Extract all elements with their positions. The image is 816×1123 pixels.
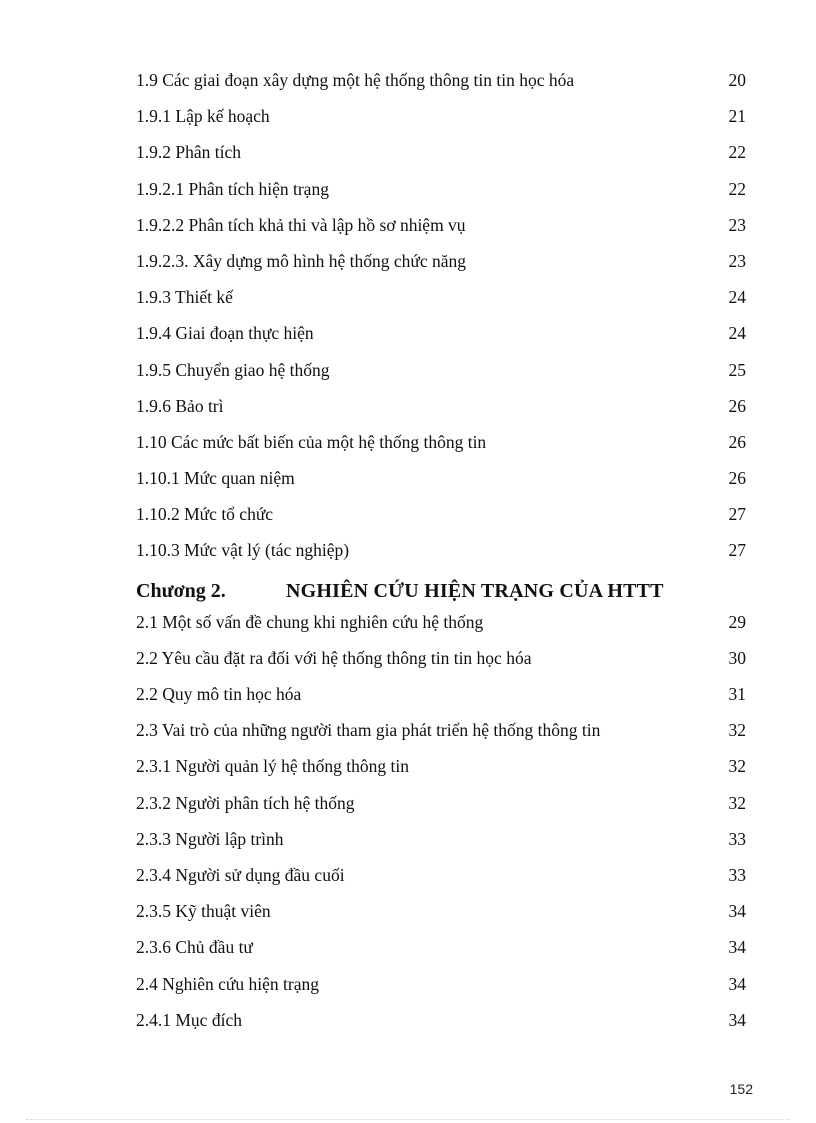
toc-entry-page: 30 — [728, 647, 746, 668]
toc-entry-title: 2.1 Một số vấn đề chung khi nghiên cứu hệ thống — [136, 611, 484, 632]
toc-entry-page: 22 — [728, 178, 746, 199]
toc-entry-page: 32 — [728, 756, 746, 777]
toc-entry-page: 32 — [728, 720, 746, 741]
toc-entry-page: 27 — [728, 504, 746, 525]
toc-entry-page: 24 — [728, 287, 746, 308]
toc-entry-page: 26 — [728, 431, 746, 452]
toc-entry-page: 23 — [728, 250, 746, 271]
toc-entry-title: 2.3.4 Người sử dụng đầu cuối — [136, 864, 345, 885]
toc-entry[interactable] — [136, 933, 748, 969]
toc-entry-page: 26 — [728, 395, 746, 416]
toc-entry[interactable] — [136, 175, 748, 211]
toc-entry-page: 22 — [728, 142, 746, 163]
toc-entry[interactable] — [136, 500, 748, 536]
page-number: 152 — [729, 1081, 753, 1097]
toc-entry[interactable] — [136, 536, 748, 572]
toc-entry-title: 2.4.1 Mục đích — [136, 1009, 242, 1030]
toc-entry-title: 1.10.2 Mức tổ chức — [136, 504, 274, 525]
toc-entry[interactable] — [136, 211, 748, 247]
toc-entry-page: 25 — [728, 359, 746, 380]
toc-entry-title: 1.10.1 Mức quan niệm — [136, 468, 295, 489]
toc-entry-page: 24 — [728, 323, 746, 344]
toc-entry-page: 32 — [728, 792, 746, 813]
toc-entry-page: 26 — [728, 468, 746, 489]
toc-entry-page: 34 — [728, 973, 746, 994]
toc-entry-title: 1.10 Các mức bất biến của một hệ thống thông tin — [136, 431, 487, 452]
toc-entry[interactable] — [136, 66, 748, 102]
toc-entry-page: 29 — [728, 611, 746, 632]
toc-entry-title: 2.3.5 Kỹ thuật viên — [136, 901, 271, 922]
toc-entry[interactable] — [136, 897, 748, 933]
toc-entry[interactable] — [136, 356, 748, 392]
toc-entry[interactable] — [136, 752, 748, 788]
toc-entry-title: 2.3.1 Người quản lý hệ thống thông tin — [136, 756, 409, 777]
toc-entry-page: 33 — [728, 864, 746, 885]
toc-entry-title: 1.9.6 Bảo trì — [136, 395, 224, 416]
toc-entry-title: 1.9.4 Giai đoạn thực hiện — [136, 323, 314, 344]
toc-entry[interactable] — [136, 970, 748, 1006]
toc-entry[interactable] — [136, 464, 748, 500]
toc-entry[interactable] — [136, 138, 748, 174]
toc-entry[interactable] — [136, 247, 748, 283]
toc-entry-title: 1.9.2.1 Phân tích hiện trạng — [136, 178, 329, 199]
toc-entry[interactable] — [136, 392, 748, 428]
toc-entry[interactable] — [136, 608, 748, 644]
toc-entry[interactable] — [136, 789, 748, 825]
toc-entry-page: 20 — [728, 70, 746, 90]
toc-entry-title: 2.2 Quy mô tin học hóa — [136, 684, 302, 704]
toc-entry[interactable] — [136, 283, 748, 319]
toc-entry-page: 31 — [728, 684, 746, 704]
toc-entry[interactable] — [136, 716, 748, 752]
toc-entry[interactable] — [136, 861, 748, 897]
chapter-heading[interactable] — [136, 574, 748, 608]
chapter-title: NGHIÊN CỨU HIỆN TRẠNG CỦA HTTT — [286, 579, 664, 602]
toc-entry-title: 1.10.3 Mức vật lý (tác nghiệp) — [136, 540, 350, 561]
toc-entry-title: 1.9.2 Phân tích — [136, 142, 241, 163]
toc-entry-page: 34 — [728, 937, 746, 958]
toc-entry-title: 1.9.2.3. Xây dựng mô hình hệ thống chức năng — [136, 250, 467, 271]
toc-entry-title: 2.3.6 Chủ đầu tư — [136, 937, 253, 958]
toc-entry-title: 1.9 Các giai đoạn xây dựng một hệ thống thông tin tin học hóa — [136, 70, 575, 90]
toc-entry-title: 2.3.2 Người phân tích hệ thống — [136, 792, 355, 813]
table-of-contents — [136, 66, 748, 1042]
chapter-label: Chương 2. — [136, 579, 226, 602]
toc-entry[interactable] — [136, 428, 748, 464]
toc-entry-title: 1.9.2.2 Phân tích khả thi và lập hồ sơ nhiệm vụ — [136, 214, 466, 235]
toc-entry-title: 2.2 Yêu cầu đặt ra đối với hệ thống thông tin tin học hóa — [136, 647, 532, 668]
toc-entry-title: 2.4 Nghiên cứu hiện trạng — [136, 973, 319, 994]
toc-entry-title: 1.9.3 Thiết kế — [136, 287, 233, 308]
toc-entry[interactable] — [136, 680, 748, 716]
toc-entry-page: 27 — [728, 540, 746, 561]
toc-entry-title: 1.9.5 Chuyển giao hệ thống — [136, 359, 330, 380]
page-bottom-divider — [26, 1119, 790, 1120]
toc-entry-title: 2.3 Vai trò của những người tham gia phát triển hệ thống thông tin — [136, 720, 601, 741]
toc-entry-title: 1.9.1 Lập kế hoạch — [136, 106, 270, 127]
toc-entry[interactable] — [136, 825, 748, 861]
toc-entry[interactable] — [136, 102, 748, 138]
toc-entry[interactable] — [136, 1006, 748, 1042]
toc-entry-page: 23 — [728, 214, 746, 235]
toc-entry-title: 2.3.3 Người lập trình — [136, 828, 284, 849]
toc-entry[interactable] — [136, 319, 748, 355]
toc-entry-page: 34 — [728, 1009, 746, 1030]
toc-entry-page: 34 — [728, 901, 746, 922]
toc-entry-page: 21 — [728, 106, 746, 127]
toc-entry[interactable] — [136, 644, 748, 680]
toc-entry-page: 33 — [728, 828, 746, 849]
